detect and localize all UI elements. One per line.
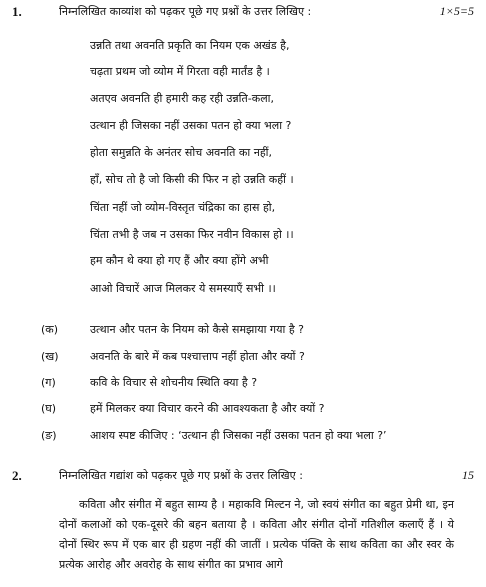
subquestion-text: आशय स्पष्ट कीजिए : ‘उत्थान ही जिसका नहीं उसका पतन हो क्या भला ?’ bbox=[90, 429, 387, 442]
subquestion-text: उत्थान और पतन के नियम को कैसे समझाया गया है ? bbox=[90, 323, 305, 336]
subquestion-label: (घ) bbox=[41, 402, 57, 415]
poem-line: उन्नति तथा अवनति प्रकृति का नियम एक अखंड है, bbox=[90, 39, 290, 52]
subquestion-label: (क) bbox=[41, 323, 59, 336]
subquestion-text: कवि के विचार से शोचनीय स्थिति क्या है ? bbox=[90, 376, 258, 389]
question-2-marks: 15 bbox=[462, 468, 474, 482]
poem-line: हम कौन थे क्या हो गए हैं और क्या होंगे अभी bbox=[90, 254, 269, 267]
poem-line: आओ विचारें आज मिलकर ये समस्याएँ सभी ।। bbox=[90, 282, 276, 295]
prose-passage: कविता और संगीत में बहुत साम्य है । महाकवि मिल्टन ने, जो स्वयं संगीत का बहुत प्रेमी था, इन दोनों कलाओं को एक-दूसरे की बहन बताया है । कविता और संगीत दोनों गतिशील कलाएँ हैं । ये दोनों स्थिर रूप में एक बार ही ग्रहण नहीं की जातीं । प्रत्येक पंक्ति के साथ कविता का और स्वर के प्रत्येक आरोह और अवरोह के साथ संगीत का प्रभाव आगे bbox=[59, 498, 454, 571]
subquestion-text: अवनति के बारे में कब पश्चात्ताप नहीं होता और क्यों ? bbox=[90, 350, 305, 363]
poem-line: चढ़ता प्रथम जो व्योम में गिरता वही मार्तंड है । bbox=[90, 65, 270, 78]
poem-line: हाँ, सोच तो है जो किसी की फिर न हो उन्नति कहीं । bbox=[90, 173, 294, 186]
subquestion-label: (ङ) bbox=[41, 429, 57, 442]
question-1-instruction: निम्नलिखित काव्यांश को पढ़कर पूछे गए प्रश्नों के उत्तर लिखिए : bbox=[59, 5, 312, 18]
subquestion-label: (ग) bbox=[41, 376, 56, 389]
poem-line: अतएव अवनति ही हमारी कह रही उन्नति-कला, bbox=[90, 92, 275, 105]
poem-line: उत्थान ही जिसका नहीं उसका पतन हो क्या भला ? bbox=[90, 119, 292, 132]
question-1-number: 1. bbox=[12, 4, 22, 19]
poem-line: चिंता तभी है जब न उसका फिर नवीन विकास हो ।। bbox=[90, 228, 294, 241]
question-2-instruction: निम्नलिखित गद्यांश को पढ़कर पूछे गए प्रश्नों के उत्तर लिखिए : bbox=[59, 469, 303, 482]
subquestion-label: (ख) bbox=[41, 350, 59, 363]
poem-line: होता समुन्नति के अनंतर सोच अवनति का नहीं, bbox=[90, 146, 273, 159]
subquestion-text: हमें मिलकर क्या विचार करने की आवश्यकता है और क्यों ? bbox=[90, 402, 325, 415]
poem-line: चिंता नहीं जो व्योम-विस्तृत चंद्रिका का हास हो, bbox=[90, 201, 276, 214]
question-2-number: 2. bbox=[12, 468, 22, 483]
question-1-marks: 1×5=5 bbox=[439, 4, 474, 18]
